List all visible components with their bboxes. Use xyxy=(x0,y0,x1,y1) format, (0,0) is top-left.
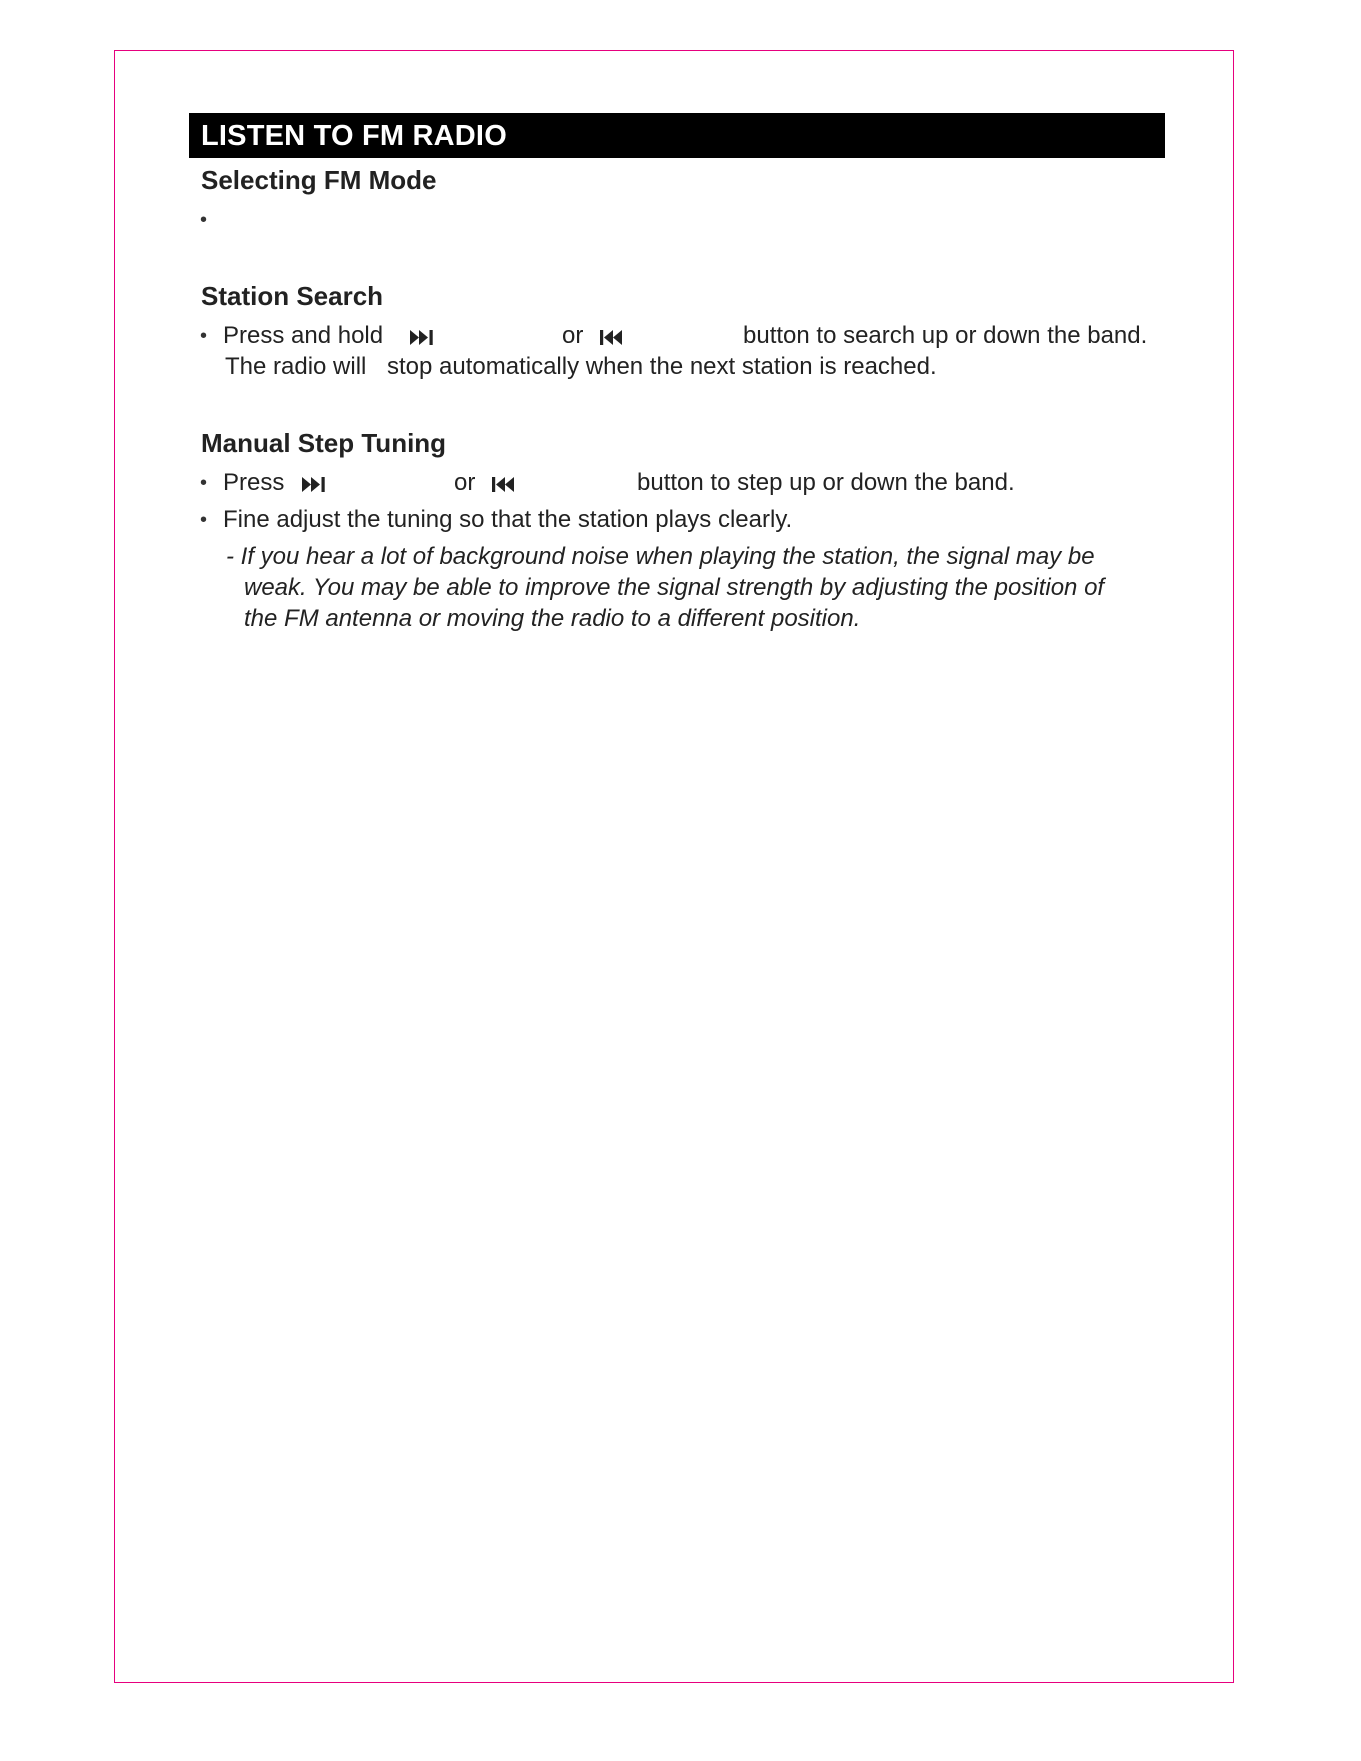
heading-station-search: Station Search xyxy=(201,281,384,311)
previous-track-icon xyxy=(600,330,626,345)
bullet: • xyxy=(200,209,208,231)
next-track-icon xyxy=(410,330,436,345)
bullet: • xyxy=(200,325,208,347)
fine-adjust-text: Fine adjust the tuning so that the station plays clearly. xyxy=(223,506,793,533)
bullet: • xyxy=(200,509,208,531)
section-title-bar xyxy=(189,113,1165,158)
step-button-description: button to step up or down the band. xyxy=(637,469,1015,496)
press-and-hold-text: Press and hold xyxy=(223,322,384,349)
radio-will-text: The radio will xyxy=(225,353,367,380)
section-title: LISTEN TO FM RADIO xyxy=(201,120,507,152)
heading-selecting-fm-mode: Selecting FM Mode xyxy=(201,165,437,195)
next-track-icon xyxy=(302,477,328,492)
or-text: or xyxy=(562,322,584,349)
signal-note-line-3: the FM antenna or moving the radio to a different position. xyxy=(244,605,861,632)
signal-note-line-1: - If you hear a lot of background noise when playing the station, the signal may be xyxy=(226,543,1095,570)
bullet: • xyxy=(200,472,208,494)
or-text: or xyxy=(454,469,476,496)
heading-manual-step-tuning: Manual Step Tuning xyxy=(201,428,447,458)
press-text: Press xyxy=(223,469,285,496)
auto-stop-text: stop automatically when the next station is reached. xyxy=(387,353,937,380)
signal-note-line-2: weak. You may be able to improve the signal strength by adjusting the position of xyxy=(244,574,1105,601)
previous-track-icon xyxy=(492,477,518,492)
search-button-description: button to search up or down the band. xyxy=(743,322,1148,349)
